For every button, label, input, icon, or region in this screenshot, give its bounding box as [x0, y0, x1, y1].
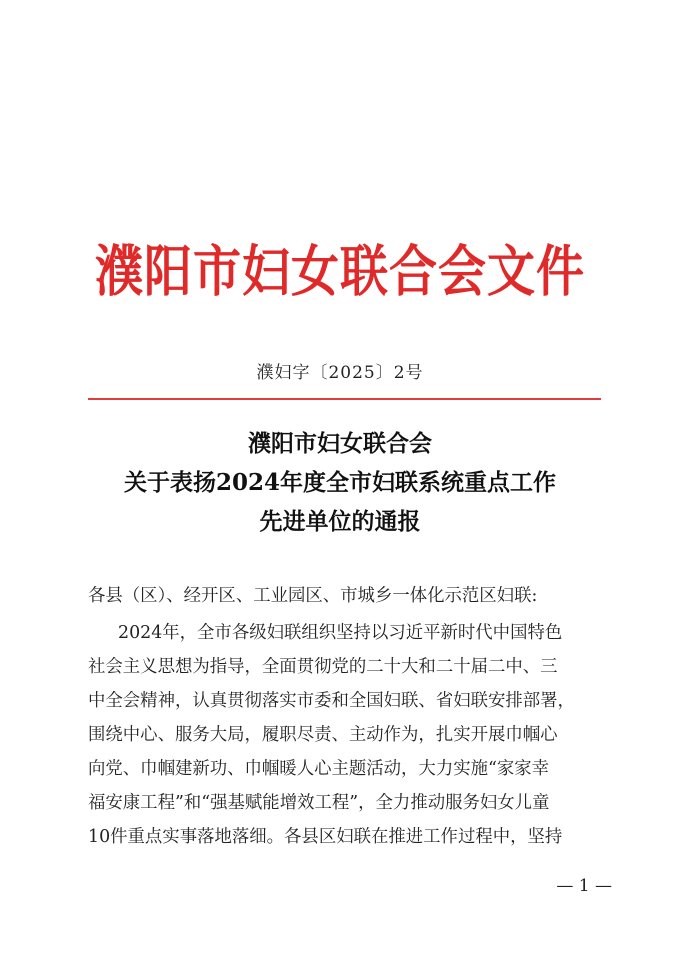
- body-paragraph: [88, 616, 604, 854]
- body-line: 社会主义思想为指导，全面贯彻党的二十大和二十届二中、三: [88, 657, 558, 677]
- document-number: 濮妇字〔2025〕2号: [256, 363, 424, 383]
- document-title: [0, 424, 680, 541]
- salutation: 各县（区）、经开区、工业园区、市城乡一体化示范区妇联:: [88, 586, 538, 606]
- body-line: 2024年，全市各级妇联组织坚持以习近平新时代中国特色: [118, 623, 563, 643]
- title-line-1: 濮阳市妇女联合会: [248, 430, 432, 457]
- document-masthead: 濮阳市妇女联合会文件: [94, 239, 585, 305]
- body-line: 10件重点实事落地落细。各县区妇联在推进工作过程中，坚持: [88, 827, 563, 847]
- body-line: 福安康工程”和“强基赋能增效工程”，全力推动服务妇女儿童: [88, 793, 550, 813]
- body-line: 中全会精神，认真贯彻落实市委和全国妇联、省妇联安排部署，: [88, 691, 575, 711]
- red-divider-line: [88, 398, 601, 400]
- title-line-3: 先进单位的通报: [259, 508, 421, 535]
- body-line: 向党、巾帼建新功、巾帼暖人心主题活动，大力实施“家家幸: [88, 759, 550, 779]
- title-line-2: 关于表扬2024年度全市妇联系统重点工作: [123, 469, 556, 496]
- body-line: 围绕中心、服务大局，履职尽责、主动作为，扎实开展巾帼心: [88, 725, 558, 745]
- page-number: — 1 —: [556, 876, 612, 896]
